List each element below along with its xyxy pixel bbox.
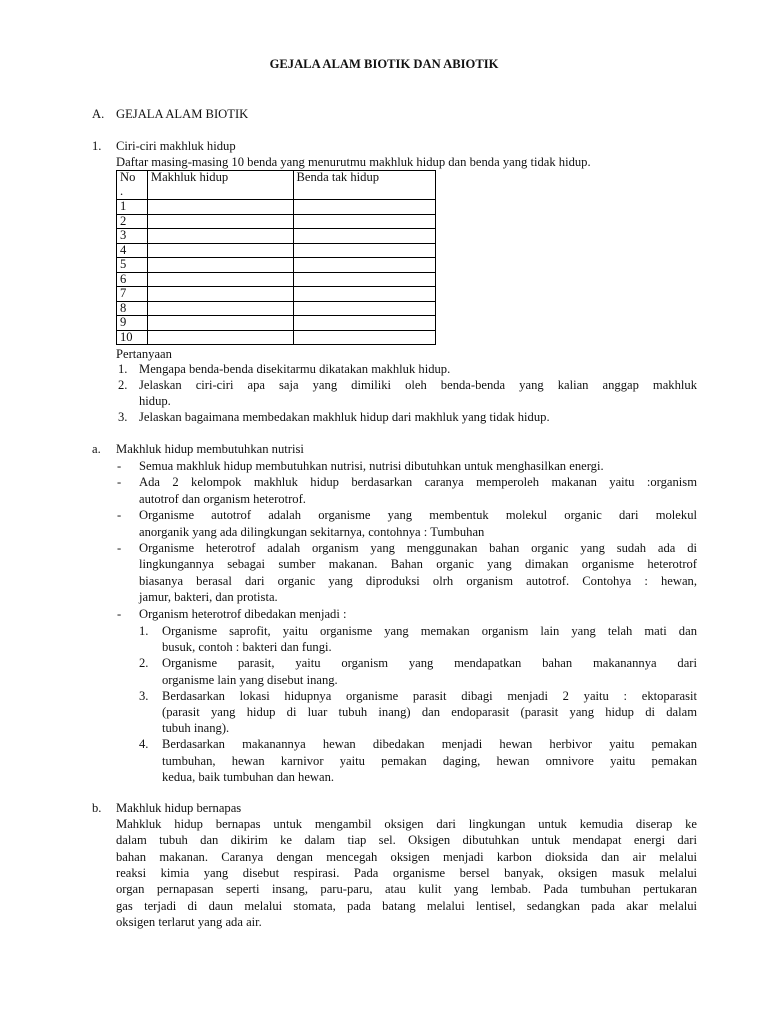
subitem-text: Berdasarkan lokasi hidupnya organisme parasit dibagi menjadi 2 yaitu : ektoparasit: [162, 688, 697, 703]
paragraph-line: oksigen terlarut yang ada air.: [116, 914, 262, 929]
table-cell-nonliving: [293, 214, 436, 229]
table-cell-no: 3: [117, 229, 148, 244]
question-text: Mengapa benda-benda disekitarmu dikatakan makhluk hidup.: [139, 362, 451, 376]
living-things-table: [116, 170, 436, 345]
bullet-text: Organism heterotrof dibedakan menjadi :: [139, 606, 347, 621]
table-cell-living: [147, 214, 293, 229]
subitem-text: Berdasarkan makanannya hewan dibedakan menjadi hewan herbivor yaitu pemakan: [162, 737, 697, 752]
subitem-text: tubuh inang).: [162, 721, 230, 736]
table-header-row: [117, 171, 436, 200]
subitem-number: 1.: [139, 624, 149, 638]
table-row: [117, 330, 436, 345]
bullet-dash: -: [117, 606, 122, 621]
question-number: 2.: [118, 378, 128, 392]
table-cell-no: 2: [117, 214, 148, 229]
table-cell-no: 7: [117, 287, 148, 302]
header-no: [117, 171, 148, 200]
section-a-heading: GEJALA ALAM BIOTIK: [116, 107, 249, 121]
table-cell-nonliving: [293, 330, 436, 345]
paragraph-line: gas terjadi di daun melalui stomata, pada batang melalui lentisel, sedangkan pada akar melalui: [116, 898, 697, 913]
table-row: [117, 243, 436, 258]
bullet-text: Semua makhluk hidup membutuhkan nutrisi, nutrisi dibutuhkan untuk menghasilkan energi.: [139, 459, 604, 473]
table-cell-living: [147, 301, 293, 316]
table-cell-living: [147, 200, 293, 215]
table-cell-living: [147, 316, 293, 331]
bullet-dash: -: [117, 541, 122, 555]
sub-a-heading: Makhluk hidup membutuhkan nutrisi: [116, 442, 304, 456]
table-row: [117, 258, 436, 273]
bullet-dash: -: [117, 459, 122, 473]
question-number: 1.: [118, 362, 128, 376]
table-row: [117, 214, 436, 229]
table-cell-no: 6: [117, 272, 148, 287]
table-cell-nonliving: [293, 272, 436, 287]
table-row: [117, 287, 436, 302]
bullet-text: lingkungannya sebagai sumber makanan. Bahan organic yang dimakan organisme heterotrof: [139, 557, 697, 572]
subitem-text: Organisme saprofit, yaitu organisme yang memakan organism lain yang telah mati dan: [162, 624, 697, 638]
bullet-text: Organisme heterotrof adalah organism yang menggunakan bahan organic yang sudah ada di: [139, 541, 697, 555]
bullet-dash: -: [117, 475, 122, 490]
table-cell-living: [147, 258, 293, 273]
table-cell-nonliving: [293, 287, 436, 302]
document-title: GEJALA ALAM BIOTIK DAN ABIOTIK: [269, 57, 499, 71]
header-no-text: No: [120, 170, 136, 184]
questions-heading: Pertanyaan: [116, 347, 172, 361]
table-cell-no: 1: [117, 200, 148, 215]
header-no-dot: .: [120, 183, 124, 198]
table-cell-nonliving: [293, 316, 436, 331]
table-cell-nonliving: [293, 200, 436, 215]
bullet-dash: -: [117, 508, 122, 523]
paragraph-line: organ pernapasan seperti insang, paru-paru, atau kulit yang lembab. Pada tumbuhan pertukaran: [116, 882, 697, 897]
paragraph-line: dalam tubuh dan dikirim ke dalam tiap sel. Oksigen dibutuhkan untuk mendapat energi dari: [116, 833, 697, 848]
question-text: Jelaskan bagaimana membedakan makhluk hidup dari makhluk yang tidak hidup.: [139, 410, 550, 424]
table-cell-nonliving: [293, 243, 436, 258]
bullet-text: Organisme autotrof adalah organisme yang membentuk molekul organic dari molekul: [139, 508, 697, 523]
paragraph-line: bahan makanan. Caranya dengan mencegah oksigen menjadi karbon dioksida dan air melalui: [116, 849, 697, 864]
table-cell-living: [147, 287, 293, 302]
table-row: [117, 200, 436, 215]
question-number: 3.: [118, 410, 128, 424]
item-1-heading: Ciri-ciri makhluk hidup: [116, 139, 236, 153]
bullet-text: autotrof dan organism heterotrof.: [139, 491, 306, 506]
bullet-text: anorganik yang ada dilingkungan sekitarnya, contohnya : Tumbuhan: [139, 524, 485, 539]
table-cell-living: [147, 243, 293, 258]
subitem-number: 2.: [139, 656, 149, 671]
table-cell-no: 10: [117, 330, 148, 345]
table-cell-living: [147, 229, 293, 244]
table-cell-living: [147, 330, 293, 345]
item-1-instruction: Daftar masing-masing 10 benda yang menurutmu makhluk hidup dan benda yang tidak hidup.: [116, 155, 591, 169]
subitem-number: 4.: [139, 737, 149, 752]
paragraph-line: Mahkluk hidup bernapas untuk mengambil oksigen dari lingkungan untuk kemudia diserap ke: [116, 817, 697, 831]
header-living: Makhluk hidup: [147, 171, 293, 200]
table-cell-no: 5: [117, 258, 148, 273]
section-a-marker: A.: [92, 107, 105, 121]
subitem-text: (parasit yang hidup di luar tubuh inang) dan endoparasit (parasit yang hidup di dalam: [162, 705, 697, 719]
bullet-text: Ada 2 kelompok makhluk hidup berdasarkan caranya memperoleh makanan yaitu :organism: [139, 475, 697, 490]
table-cell-nonliving: [293, 229, 436, 244]
subitem-text: Organisme parasit, yaitu organism yang mendapatkan bahan makanannya dari: [162, 656, 697, 671]
table-row: [117, 272, 436, 287]
question-text: Jelaskan ciri-ciri apa saja yang dimiliki oleh benda-benda yang kalian anggap makhluk: [139, 378, 697, 392]
table-row: [117, 316, 436, 331]
table-cell-nonliving: [293, 301, 436, 316]
paragraph-line: reaksi kimia yang disebut respirasi. Pada organisme bersel banyak, oksigen masuk melalui: [116, 865, 697, 880]
sub-b-marker: b.: [92, 801, 102, 815]
table-cell-nonliving: [293, 258, 436, 273]
subitem-number: 3.: [139, 688, 149, 703]
subitem-text: tumbuhan, hewan karnivor yaitu pemakan daging, hewan omnivore yaitu pemakan: [162, 753, 697, 768]
header-nonliving: Benda tak hidup: [293, 171, 436, 200]
sub-a-marker: a.: [92, 442, 101, 456]
bullet-text: biasanya berasal dari organic yang diproduksi olrh organism autotrof. Contohya : hewan,: [139, 573, 697, 588]
table-row: [117, 301, 436, 316]
table-cell-living: [147, 272, 293, 287]
item-1-marker: 1.: [92, 139, 102, 153]
subitem-text: organisme lain yang disebut inang.: [162, 672, 338, 687]
bullet-text: jamur, bakteri, dan protista.: [139, 590, 278, 605]
table-row: [117, 229, 436, 244]
subitem-text: kedua, baik tumbuhan dan hewan.: [162, 769, 335, 784]
question-text: hidup.: [139, 394, 171, 408]
subitem-text: busuk, contoh : bakteri dan fungi.: [162, 640, 332, 655]
table-cell-no: 8: [117, 301, 148, 316]
table-cell-no: 9: [117, 316, 148, 331]
table-cell-no: 4: [117, 243, 148, 258]
sub-b-heading: Makhluk hidup bernapas: [116, 801, 242, 815]
